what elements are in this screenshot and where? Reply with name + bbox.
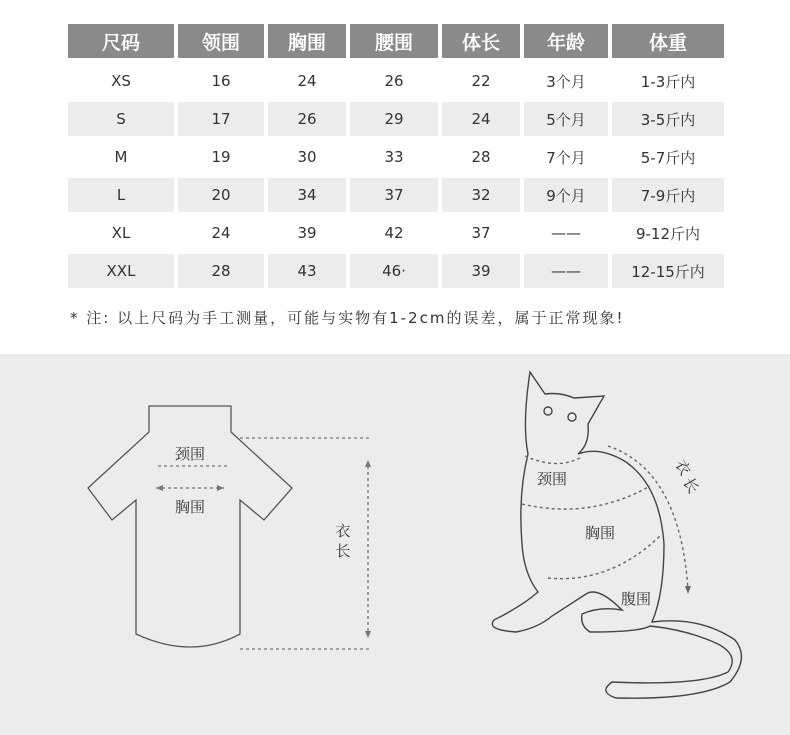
measurement-note: * 注: 以上尺码为手工测量，可能与实物有1-2cm的误差，属于正常现象! bbox=[70, 309, 625, 327]
cell-weight: 1-3斤内 bbox=[640, 72, 696, 91]
cat-diagram bbox=[492, 372, 741, 698]
cell-neck: 17 bbox=[178, 102, 264, 136]
cell-neck: 19 bbox=[211, 148, 231, 166]
cat-eye-right-icon bbox=[568, 413, 576, 421]
cell-neck: 24 bbox=[211, 224, 231, 242]
measurement-diagrams bbox=[0, 354, 790, 735]
table-row bbox=[68, 216, 724, 250]
table-row bbox=[68, 178, 724, 212]
cell-weight: 3-5斤内 bbox=[612, 102, 724, 136]
cell-waist: 33 bbox=[384, 148, 404, 166]
cell-size: S bbox=[68, 102, 174, 136]
cell-length: 28 bbox=[471, 148, 491, 166]
header-waist: 腰围 bbox=[350, 24, 438, 58]
cell-size: XL bbox=[111, 224, 131, 242]
cell-age: 7个月 bbox=[546, 148, 586, 167]
cat-silhouette-icon bbox=[492, 372, 741, 698]
cell-size: M bbox=[114, 148, 128, 166]
cat-length-label-1: 衣 bbox=[671, 456, 695, 479]
cell-chest: 30 bbox=[297, 148, 317, 166]
cell-size: L bbox=[68, 178, 174, 212]
cell-weight: 12-15斤内 bbox=[612, 254, 724, 288]
shirt-length-label-bottom: 长 bbox=[335, 542, 351, 560]
cell-waist: 37 bbox=[350, 178, 438, 212]
cell-chest: 43 bbox=[268, 254, 346, 288]
cell-length: 24 bbox=[442, 102, 520, 136]
cell-weight: 7-9斤内 bbox=[612, 178, 724, 212]
cell-age: 5个月 bbox=[524, 102, 608, 136]
header-size: 尺码 bbox=[68, 24, 174, 58]
header-chest: 胸围 bbox=[268, 24, 346, 58]
cell-length: 37 bbox=[471, 224, 491, 242]
cell-weight: 5-7斤内 bbox=[640, 148, 696, 167]
measurement-diagram-panel bbox=[0, 354, 790, 735]
header-weight: 体重 bbox=[612, 24, 724, 58]
cat-belly-label: 腹围 bbox=[620, 590, 652, 608]
table-row bbox=[68, 64, 724, 98]
cell-chest: 39 bbox=[297, 224, 317, 242]
table-row bbox=[68, 102, 724, 136]
shirt-diagram bbox=[88, 406, 371, 649]
shirt-outline-icon bbox=[88, 406, 292, 647]
cell-length: 22 bbox=[471, 72, 491, 90]
cell-length: 32 bbox=[442, 178, 520, 212]
cell-neck: 16 bbox=[211, 72, 231, 90]
header-age: 年龄 bbox=[524, 24, 608, 58]
cell-length: 39 bbox=[442, 254, 520, 288]
header-length: 体长 bbox=[442, 24, 520, 58]
cat-eye-left-icon bbox=[544, 407, 552, 415]
cell-size: XS bbox=[111, 72, 131, 90]
cell-size: XXL bbox=[68, 254, 174, 288]
cat-length-label-2: 长 bbox=[679, 474, 703, 497]
cell-waist: 29 bbox=[350, 102, 438, 136]
shirt-chest-label: 胸围 bbox=[174, 498, 206, 516]
table-row bbox=[68, 140, 724, 174]
shirt-neck-label: 颈围 bbox=[174, 445, 206, 463]
cell-waist: 26 bbox=[384, 72, 404, 90]
cell-waist: 46· bbox=[350, 254, 438, 288]
cell-age: —— bbox=[524, 254, 608, 288]
cell-age: 9个月 bbox=[524, 178, 608, 212]
cell-chest: 34 bbox=[268, 178, 346, 212]
cat-chest-label: 胸围 bbox=[584, 524, 616, 542]
cell-neck: 28 bbox=[178, 254, 264, 288]
cat-neck-label: 颈围 bbox=[536, 470, 568, 488]
cell-weight: 9-12斤内 bbox=[635, 224, 701, 243]
shirt-length-label-top: 衣 bbox=[335, 522, 351, 540]
size-table bbox=[68, 24, 724, 292]
cell-waist: 42 bbox=[384, 224, 404, 242]
cell-age: 3个月 bbox=[546, 72, 586, 91]
cell-chest: 26 bbox=[268, 102, 346, 136]
cell-neck: 20 bbox=[178, 178, 264, 212]
cell-age: —— bbox=[551, 224, 581, 242]
cell-chest: 24 bbox=[297, 72, 317, 90]
table-row bbox=[68, 254, 724, 288]
header-neck: 领围 bbox=[178, 24, 264, 58]
table-header-row bbox=[68, 24, 724, 58]
